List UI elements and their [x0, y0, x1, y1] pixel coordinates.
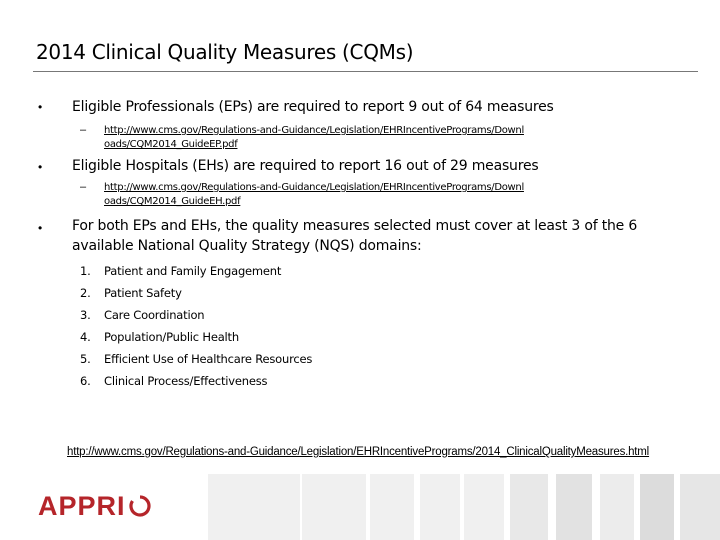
list-number: 1.	[80, 264, 91, 278]
list-number: 5.	[80, 352, 91, 366]
nqs-domain-list	[80, 260, 312, 392]
apprio-logo	[38, 490, 151, 522]
list-item	[80, 260, 312, 282]
logo-wordmark: APPRI	[38, 490, 126, 521]
footer-decor-panel	[302, 474, 366, 540]
bullet-eps: Eligible Professionals (EPs) are required to report 9 out of 64 measures	[72, 99, 554, 115]
footer-decor-panel	[556, 474, 592, 540]
footer-decor-panel	[680, 474, 720, 540]
list-number: 6.	[80, 374, 91, 388]
ep-guide-link[interactable]: http://www.cms.gov/Regulations-and-Guidance/Legislation/EHRIncentivePrograms/Downloads/CQM2014_GuideEP.pdf	[104, 125, 524, 150]
footer-decor-panel	[420, 474, 460, 540]
bullet-ehs: Eligible Hospitals (EHs) are required to report 16 out of 29 measures	[72, 158, 539, 174]
list-item	[80, 370, 312, 392]
footer-decor-panel	[464, 474, 504, 540]
list-number: 4.	[80, 330, 91, 344]
cqm-source-link[interactable]: http://www.cms.gov/Regulations-and-Guidance/Legislation/EHRIncentivePrograms/2014_ClinicalQualityMeasures.html	[67, 446, 650, 458]
list-label: Patient and Family Engagement	[104, 264, 282, 278]
list-label: Efficient Use of Healthcare Resources	[104, 352, 313, 366]
sub-bullet-dash: –	[80, 181, 87, 193]
list-item	[80, 326, 312, 348]
footer-decor-panel	[370, 474, 414, 540]
slide-title: 2014 Clinical Quality Measures (CQMs)	[36, 40, 414, 64]
footer-decor-panel	[600, 474, 634, 540]
list-label: Patient Safety	[104, 286, 182, 300]
list-number: 2.	[80, 286, 91, 300]
title-divider	[33, 71, 698, 72]
bullet-marker: •	[38, 221, 43, 235]
footer-decor-panel	[208, 474, 300, 540]
logo-ring-icon	[129, 494, 151, 518]
list-label: Population/Public Health	[104, 330, 239, 344]
bullet-marker: •	[38, 160, 43, 174]
footer-decor-panel	[640, 474, 674, 540]
eh-guide-link[interactable]: http://www.cms.gov/Regulations-and-Guidance/Legislation/EHRIncentivePrograms/Downloads/CQM2014_GuideEH.pdf	[104, 182, 524, 207]
footer-decor-panel	[510, 474, 548, 540]
list-number: 3.	[80, 308, 91, 322]
list-label: Care Coordination	[104, 308, 205, 322]
list-item	[80, 348, 312, 370]
list-label: Clinical Process/Effectiveness	[104, 374, 268, 388]
bullet-marker: •	[38, 100, 43, 114]
list-item	[80, 282, 312, 304]
list-item	[80, 304, 312, 326]
bullet-nqs-domains: For both EPs and EHs, the quality measures selected must cover at least 3 of the 6 available National Quality Strategy (NQS) domains:	[72, 218, 638, 254]
sub-bullet-dash: –	[80, 124, 87, 136]
